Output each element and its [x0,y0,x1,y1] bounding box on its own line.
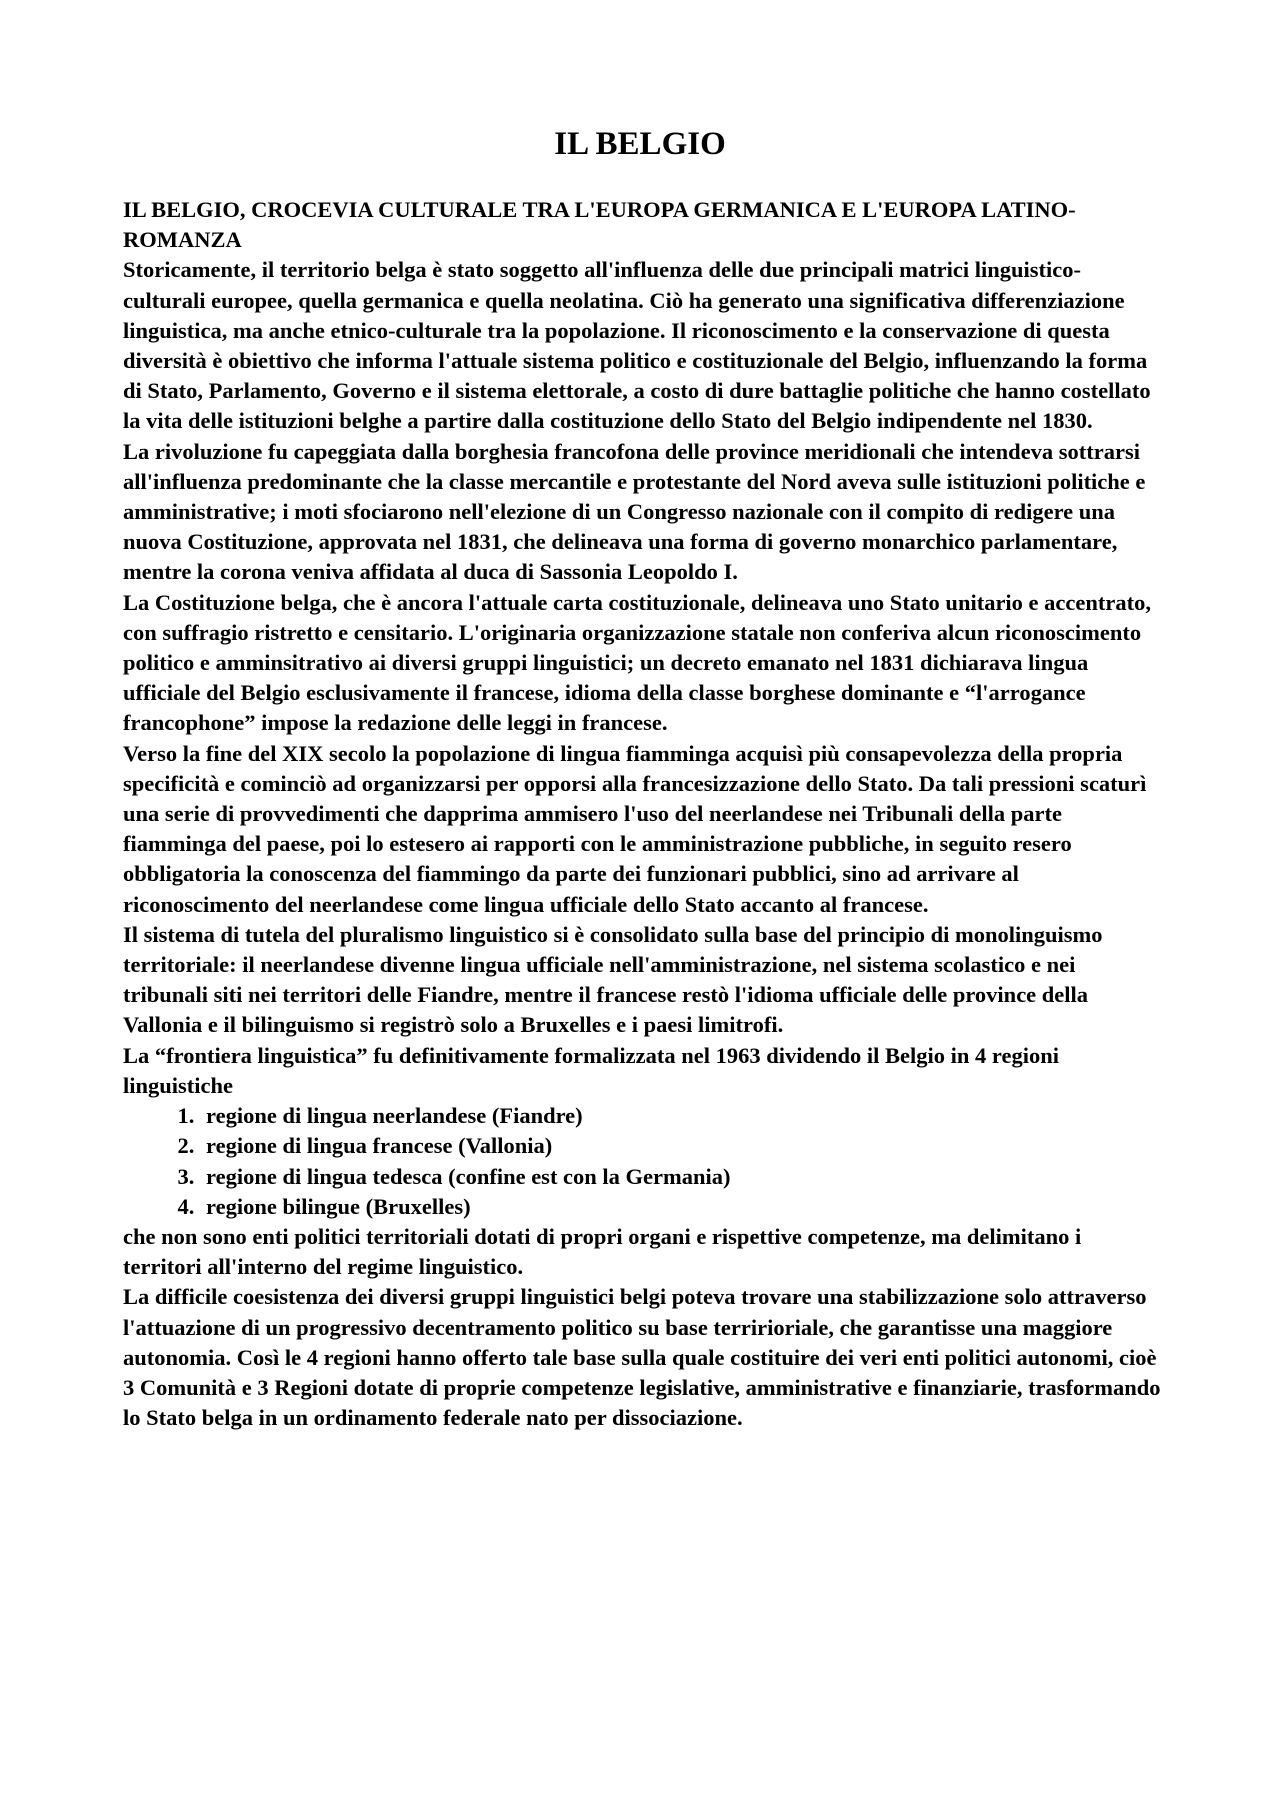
paragraph: Il sistema di tutela del pluralismo linguistico si è consolidato sulla base del principio di monolinguismo territoriale: il neerlandese divenne lingua ufficiale nell'amministrazione, nel sistema scolastico e nei tribunali siti nei territori delle Fiandre, mentre il francese restò l'idioma ufficiale delle province della Vallonia e il bilinguismo si registrò solo a Bruxelles e i paesi limitrofi. [123,921,1103,1038]
regions-list [123,1101,1163,1222]
paragraph: La rivoluzione fu capeggiata dalla borghesia francofona delle province meridionali che intendeva sottrarsi all'influenza predominante che la classe mercantile e protestante del Nord aveva sulle istituzioni politiche e amministrative; i moti sfociarono nell'elezione di un Congresso nazionale con il compito di redigere una nuova Costituzione, approvata nel 1831, che delineava una forma di governo monarchico parlamentare, mentre la corona veniva affidata al duca di Sassonia Leopoldo I. [123,438,1146,585]
paragraph: La Costituzione belga, che è ancora l'attuale carta costituzionale, delineava uno Stato unitario e accentrato, con suffragio ristretto e censitario. L'originaria organizzazione statale non conferiva alcun riconoscimento politico e amminsitrativo ai diversi gruppi linguistici; un decreto emanato nel 1831 dichiarava lingua ufficiale del Belgio esclusivamente il francese, idioma della classe borghese dominante e “l'arrogance francophone” impose la redazione delle leggi in francese. [123,589,1151,736]
document-title: IL BELGIO [554,126,726,162]
paragraph: La “frontiera linguistica” fu definitivamente formalizzata nel 1963 dividendo il Belgio in 4 regioni linguistiche [123,1042,1060,1098]
paragraph: Storicamente, il territorio belga è stato soggetto all'influenza delle due principali matrici linguistico-culturali europee, quella germanica e quella neolatina. Ciò ha generato una significativa differenziazione linguistica, ma anche etnico-culturale tra la popolazione. Il riconoscimento e la conservazione di questa diversità è obiettivo che informa l'attuale sistema politico e costituzionale del Belgio, influenzando la forma di Stato, Parlamento, Governo e il sistema elettorale, a costo di dure battaglie politiche che hanno costellato la vita delle istituzioni belghe a partire dalla costituzione dello Stato del Belgio indipendente nel 1830. [123,257,1151,434]
paragraph: Verso la fine del XIX secolo la popolazione di lingua fiamminga acquisì più consapevolezza della propria specificità e cominciò ad organizzarsi per opporsi alla francesizzazione dello Stato. Da tali pressioni scaturì una serie di provvedimenti che dapprima ammisero l'uso del neerlandese nei Tribunali della parte fiamminga del paese, poi lo estesero ai rapporti con le amministrazione pubbliche, in seguito resero obbligatoria la conoscenza del fiammingo da parte dei funzionari pubblici, sino ad arrivare al riconoscimento del neerlandese come lingua ufficiale dello Stato accanto al francese. [123,740,1147,917]
list-item: 1. regione di lingua neerlandese (Fiandre) [200,1101,1163,1131]
paragraph: La difficile coesistenza dei diversi gruppi linguistici belgi poteva trovare una stabilizzazione solo attraverso l'attuazione di un progressivo decentramento politico su base terririoriale, che garantisse una maggiore autonomia. Così le 4 regioni hanno offerto tale base sulla quale costituire dei veri enti politici autonomi, cioè 3 Comunità e 3 Regioni dotate di proprie competenze legislative, amministrative e finanziarie, trasformando lo Stato belga in un ordinamento federale nato per dissociazione. [123,1284,1161,1431]
list-item: 3. regione di lingua tedesca (confine est con la Germania) [200,1162,1163,1192]
list-item: 2. regione di lingua francese (Vallonia) [200,1131,1163,1161]
paragraph: che non sono enti politici territoriali dotati di propri organi e rispettive competenze, ma delimitano i territori all'interno del regime linguistico. [123,1223,1082,1280]
list-item: 4. regione bilingue (Bruxelles) [200,1192,1163,1222]
document-body [123,195,1163,1433]
section-heading: IL BELGIO, CROCEVIA CULTURALE TRA L'EUROPA GERMANICA E L'EUROPA LATINO-ROMANZA [123,197,1076,253]
